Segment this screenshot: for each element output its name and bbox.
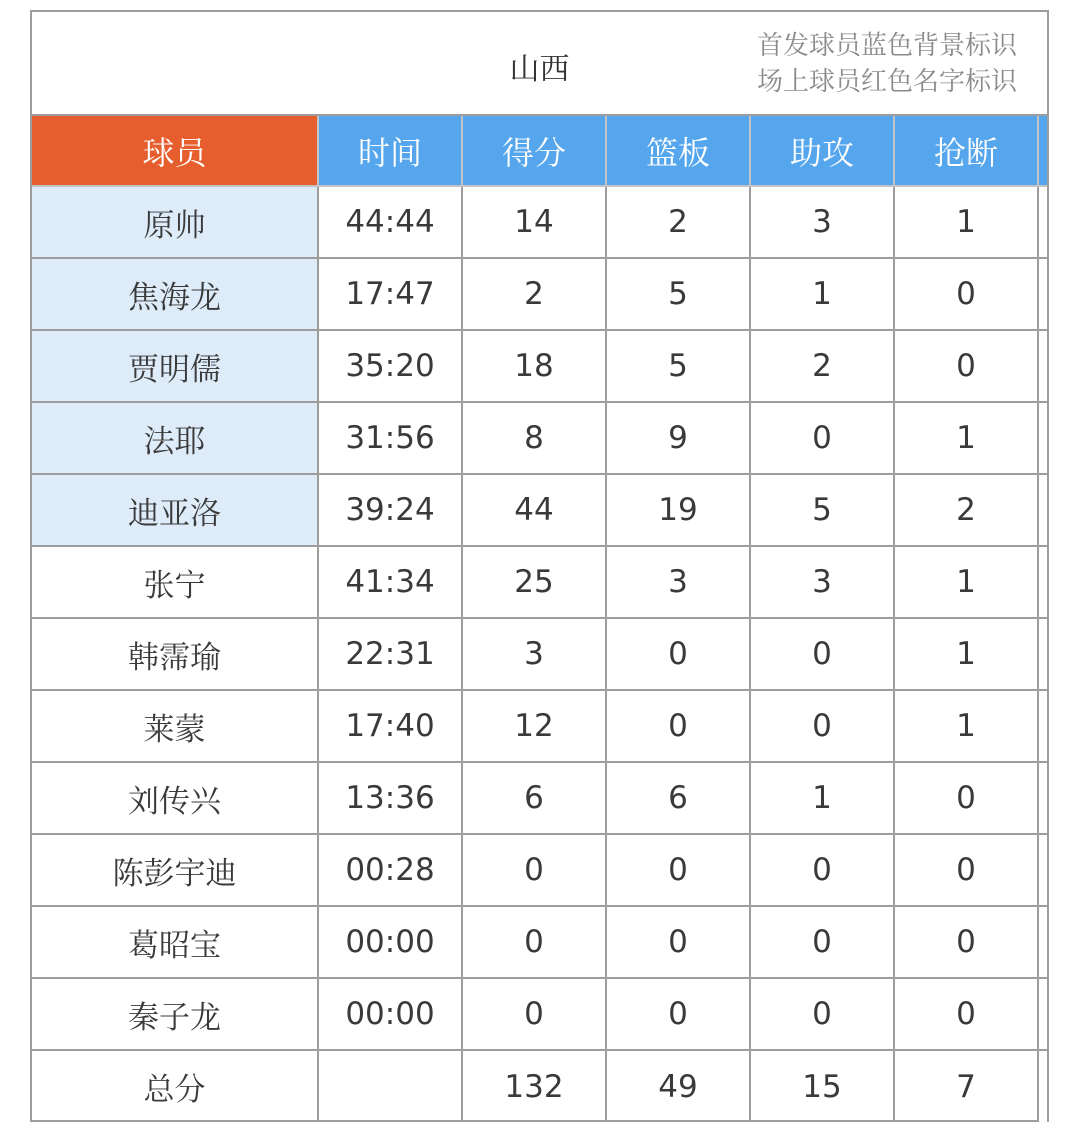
rebounds-cell: 3 xyxy=(606,546,750,618)
rebounds-cell: 5 xyxy=(606,330,750,402)
table-row xyxy=(32,906,1047,978)
rebounds-cell: 5 xyxy=(606,258,750,330)
steals-cell: 0 xyxy=(894,258,1038,330)
player-name-cell: 莱蒙 xyxy=(32,690,318,762)
minutes-cell: 41:34 xyxy=(318,546,462,618)
minutes-cell: 31:56 xyxy=(318,402,462,474)
player-name-cell: 秦子龙 xyxy=(32,978,318,1050)
column-header-overflow xyxy=(1038,116,1047,186)
total-minutes-cell xyxy=(318,1050,462,1122)
rebounds-cell: 0 xyxy=(606,618,750,690)
points-cell: 0 xyxy=(462,834,606,906)
table-row xyxy=(32,834,1047,906)
table-row xyxy=(32,186,1047,258)
assists-cell: 3 xyxy=(750,546,894,618)
points-cell: 8 xyxy=(462,402,606,474)
overflow-cell xyxy=(1038,258,1047,330)
points-cell: 18 xyxy=(462,330,606,402)
minutes-cell: 00:00 xyxy=(318,978,462,1050)
assists-cell: 3 xyxy=(750,186,894,258)
total-points-cell: 132 xyxy=(462,1050,606,1122)
steals-cell: 0 xyxy=(894,330,1038,402)
steals-cell: 1 xyxy=(894,186,1038,258)
steals-cell: 1 xyxy=(894,690,1038,762)
minutes-cell: 00:00 xyxy=(318,906,462,978)
overflow-cell xyxy=(1038,474,1047,546)
player-name-cell: 迪亚洛 xyxy=(32,474,318,546)
table-row xyxy=(32,618,1047,690)
player-name-cell: 葛昭宝 xyxy=(32,906,318,978)
rebounds-cell: 0 xyxy=(606,690,750,762)
table-row xyxy=(32,258,1047,330)
assists-cell: 2 xyxy=(750,330,894,402)
total-steals-cell: 7 xyxy=(894,1050,1038,1122)
rebounds-cell: 2 xyxy=(606,186,750,258)
player-name-cell: 韩霈瑜 xyxy=(32,618,318,690)
points-cell: 25 xyxy=(462,546,606,618)
table-row xyxy=(32,762,1047,834)
minutes-cell: 44:44 xyxy=(318,186,462,258)
overflow-cell xyxy=(1038,762,1047,834)
rebounds-cell: 9 xyxy=(606,402,750,474)
minutes-cell: 00:28 xyxy=(318,834,462,906)
steals-cell: 0 xyxy=(894,978,1038,1050)
assists-cell: 1 xyxy=(750,258,894,330)
steals-cell: 1 xyxy=(894,618,1038,690)
player-name-cell: 焦海龙 xyxy=(32,258,318,330)
table-row xyxy=(32,474,1047,546)
total-assists-cell: 15 xyxy=(750,1050,894,1122)
steals-cell: 0 xyxy=(894,906,1038,978)
assists-cell: 1 xyxy=(750,762,894,834)
assists-cell: 0 xyxy=(750,690,894,762)
minutes-cell: 35:20 xyxy=(318,330,462,402)
points-cell: 2 xyxy=(462,258,606,330)
overflow-cell xyxy=(1038,1050,1047,1122)
column-header-rebounds: 篮板 xyxy=(606,116,750,186)
minutes-cell: 22:31 xyxy=(318,618,462,690)
points-cell: 12 xyxy=(462,690,606,762)
column-header-assists: 助攻 xyxy=(750,116,894,186)
table-row xyxy=(32,690,1047,762)
points-cell: 6 xyxy=(462,762,606,834)
minutes-cell: 17:47 xyxy=(318,258,462,330)
column-header-points: 得分 xyxy=(462,116,606,186)
assists-cell: 0 xyxy=(750,834,894,906)
minutes-cell: 17:40 xyxy=(318,690,462,762)
points-cell: 14 xyxy=(462,186,606,258)
steals-cell: 2 xyxy=(894,474,1038,546)
rebounds-cell: 0 xyxy=(606,978,750,1050)
team-name: 山西 xyxy=(509,52,570,87)
title-bar xyxy=(32,12,1047,116)
overflow-cell xyxy=(1038,690,1047,762)
assists-cell: 0 xyxy=(750,618,894,690)
points-cell: 0 xyxy=(462,906,606,978)
rebounds-cell: 6 xyxy=(606,762,750,834)
table-row xyxy=(32,330,1047,402)
overflow-cell xyxy=(1038,834,1047,906)
total-rebounds-cell: 49 xyxy=(606,1050,750,1122)
minutes-cell: 13:36 xyxy=(318,762,462,834)
points-cell: 3 xyxy=(462,618,606,690)
player-name-cell: 张宁 xyxy=(32,546,318,618)
points-cell: 44 xyxy=(462,474,606,546)
overflow-cell xyxy=(1038,546,1047,618)
total-player-name-cell: 总分 xyxy=(32,1050,318,1122)
rebounds-cell: 0 xyxy=(606,906,750,978)
overflow-cell xyxy=(1038,402,1047,474)
assists-cell: 5 xyxy=(750,474,894,546)
column-header-player: 球员 xyxy=(32,116,318,186)
assists-cell: 0 xyxy=(750,906,894,978)
assists-cell: 0 xyxy=(750,978,894,1050)
total-row xyxy=(32,1050,1047,1122)
legend-oncourt-note: 场上球员红色名字标识 xyxy=(756,67,1017,97)
rebounds-cell: 19 xyxy=(606,474,750,546)
table-row xyxy=(32,402,1047,474)
table-row xyxy=(32,978,1047,1050)
points-cell: 0 xyxy=(462,978,606,1050)
column-header-steals: 抢断 xyxy=(894,116,1038,186)
overflow-cell xyxy=(1038,906,1047,978)
stats-table xyxy=(32,116,1047,1122)
steals-cell: 0 xyxy=(894,834,1038,906)
player-name-cell: 贾明儒 xyxy=(32,330,318,402)
player-name-cell: 原帅 xyxy=(32,186,318,258)
minutes-cell: 39:24 xyxy=(318,474,462,546)
rebounds-cell: 0 xyxy=(606,834,750,906)
steals-cell: 1 xyxy=(894,546,1038,618)
overflow-cell xyxy=(1038,330,1047,402)
steals-cell: 1 xyxy=(894,402,1038,474)
assists-cell: 0 xyxy=(750,402,894,474)
legend-starter-note: 首发球员蓝色背景标识 xyxy=(756,31,1017,61)
steals-cell: 0 xyxy=(894,762,1038,834)
overflow-cell xyxy=(1038,978,1047,1050)
overflow-cell xyxy=(1038,618,1047,690)
column-header-time: 时间 xyxy=(318,116,462,186)
table-row xyxy=(32,546,1047,618)
legend-note xyxy=(757,28,1017,100)
overflow-cell xyxy=(1038,186,1047,258)
player-name-cell: 刘传兴 xyxy=(32,762,318,834)
stats-panel xyxy=(30,10,1049,1122)
header-row xyxy=(32,116,1047,186)
player-name-cell: 陈彭宇迪 xyxy=(32,834,318,906)
player-name-cell: 法耶 xyxy=(32,402,318,474)
